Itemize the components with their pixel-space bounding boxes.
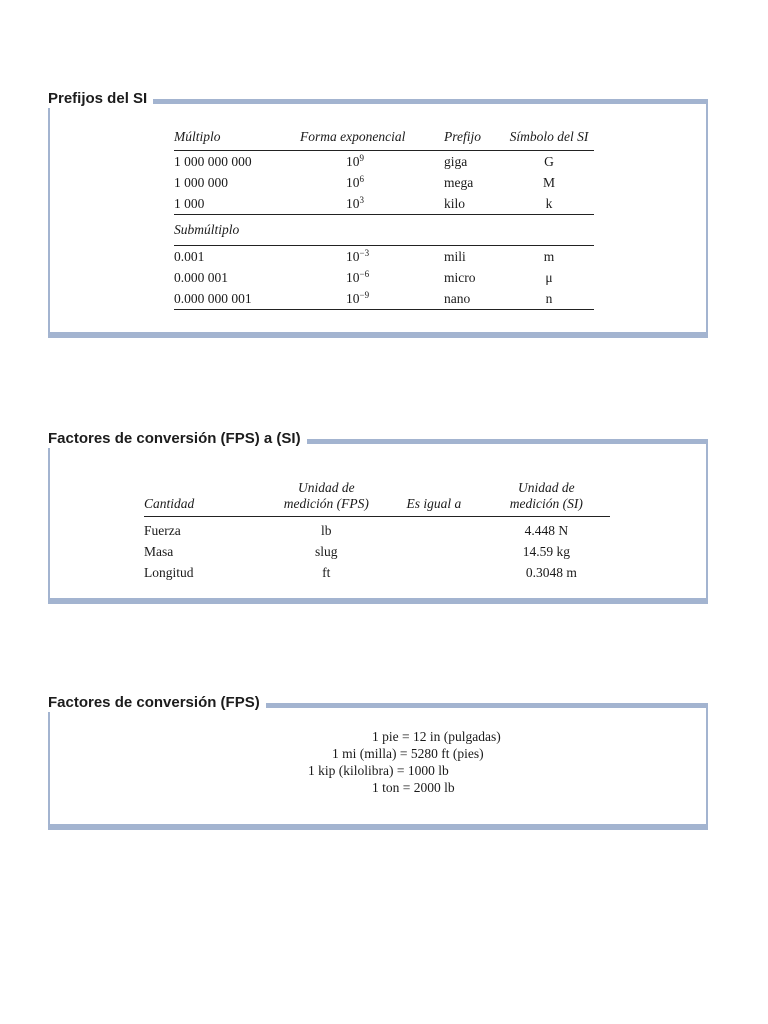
exponential-form: $10^6$: [346, 173, 364, 190]
equals-cell: [385, 541, 483, 562]
si-value: 4.448 N: [524, 522, 569, 538]
prefix-name: kilo: [444, 195, 466, 211]
exponential-form: $10^3$: [346, 194, 364, 211]
si-symbol: G: [544, 153, 554, 169]
quantity-name: Fuerza: [144, 522, 181, 538]
prefix-name: giga: [444, 153, 468, 169]
table-row: [174, 151, 594, 173]
header-multiple: Múltiplo: [174, 124, 300, 151]
multiple-value: 1 000 000: [174, 174, 228, 190]
table-row: [174, 246, 594, 268]
prefixes-title: Prefijos del SI: [48, 90, 153, 108]
fps-to-si-table: [144, 472, 610, 583]
table-row: [174, 172, 594, 193]
submultiple-label: Submúltiplo: [174, 215, 594, 246]
submultiple-header-row: [174, 215, 594, 246]
submultiple-value: 0.000 001: [174, 269, 228, 285]
quantity-name: Masa: [144, 543, 174, 559]
si-symbol: m: [543, 248, 555, 264]
si-symbol: k: [545, 195, 553, 211]
header-fps-unit: Unidad de medición (FPS): [267, 472, 385, 517]
prefixes-header-row: [174, 124, 594, 151]
table-row: [174, 193, 594, 215]
fps-to-si-header-row: [144, 472, 610, 517]
submultiple-value: 0.001: [174, 248, 205, 264]
table-row: [174, 288, 594, 310]
header-equals: Es igual a: [385, 472, 483, 517]
fps-title: Factores de conversión (FPS): [48, 694, 266, 712]
si-symbol: M: [542, 174, 555, 190]
header-prefix: Prefijo: [444, 124, 504, 151]
table-row: [144, 562, 610, 583]
multiple-value: 1 000: [174, 195, 205, 211]
fps-unit: ft: [322, 564, 331, 580]
prefix-name: mili: [444, 248, 466, 264]
exponential-form: $10^9$: [346, 152, 364, 169]
prefixes-table: [174, 124, 594, 310]
submultiple-value: 0.000 000 001: [174, 288, 300, 310]
fps-unit: lb: [321, 522, 332, 538]
fps-section: [48, 694, 708, 830]
equivalence-line: 1 pie = 12 in (pulgadas): [372, 729, 501, 744]
exponential-form: $10^{-9}$: [300, 288, 444, 310]
prefix-name: mega: [444, 174, 474, 190]
quantity-name: Longitud: [144, 564, 194, 580]
prefix-name: micro: [444, 269, 476, 285]
exponential-form: $10^{-6}$: [346, 268, 370, 285]
equivalence-line: 1 kip (kilolibra) = 1000 lb: [308, 763, 449, 778]
table-row: [144, 541, 610, 562]
equals-cell: [385, 517, 483, 542]
si-symbol: n: [504, 288, 594, 310]
prefix-name: nano: [444, 288, 504, 310]
fps-to-si-title: Factores de conversión (FPS) a (SI): [48, 430, 307, 448]
equivalence-line: 1 ton = 2000 lb: [372, 780, 455, 795]
table-row: [144, 517, 610, 542]
multiple-value: 1 000 000 000: [174, 153, 252, 169]
header-si-unit: Unidad de medición (SI): [483, 472, 610, 517]
equivalence-line: 1 mi (milla) = 5280 ft (pies): [332, 746, 484, 761]
si-value: 14.59 kg: [522, 543, 570, 559]
table-row: [174, 267, 594, 288]
equals-cell: [385, 562, 483, 583]
fps-to-si-section: [48, 430, 708, 604]
si-symbol: μ: [545, 269, 553, 285]
prefixes-section: [48, 90, 708, 338]
fps-unit: slug: [315, 543, 338, 559]
header-exponential-form: Forma exponencial: [300, 124, 444, 151]
si-value: 0.3048 m: [525, 564, 577, 580]
exponential-form: $10^{-3}$: [346, 247, 370, 264]
header-quantity: Cantidad: [144, 472, 267, 517]
header-si-symbol: Símbolo del SI: [504, 124, 594, 151]
